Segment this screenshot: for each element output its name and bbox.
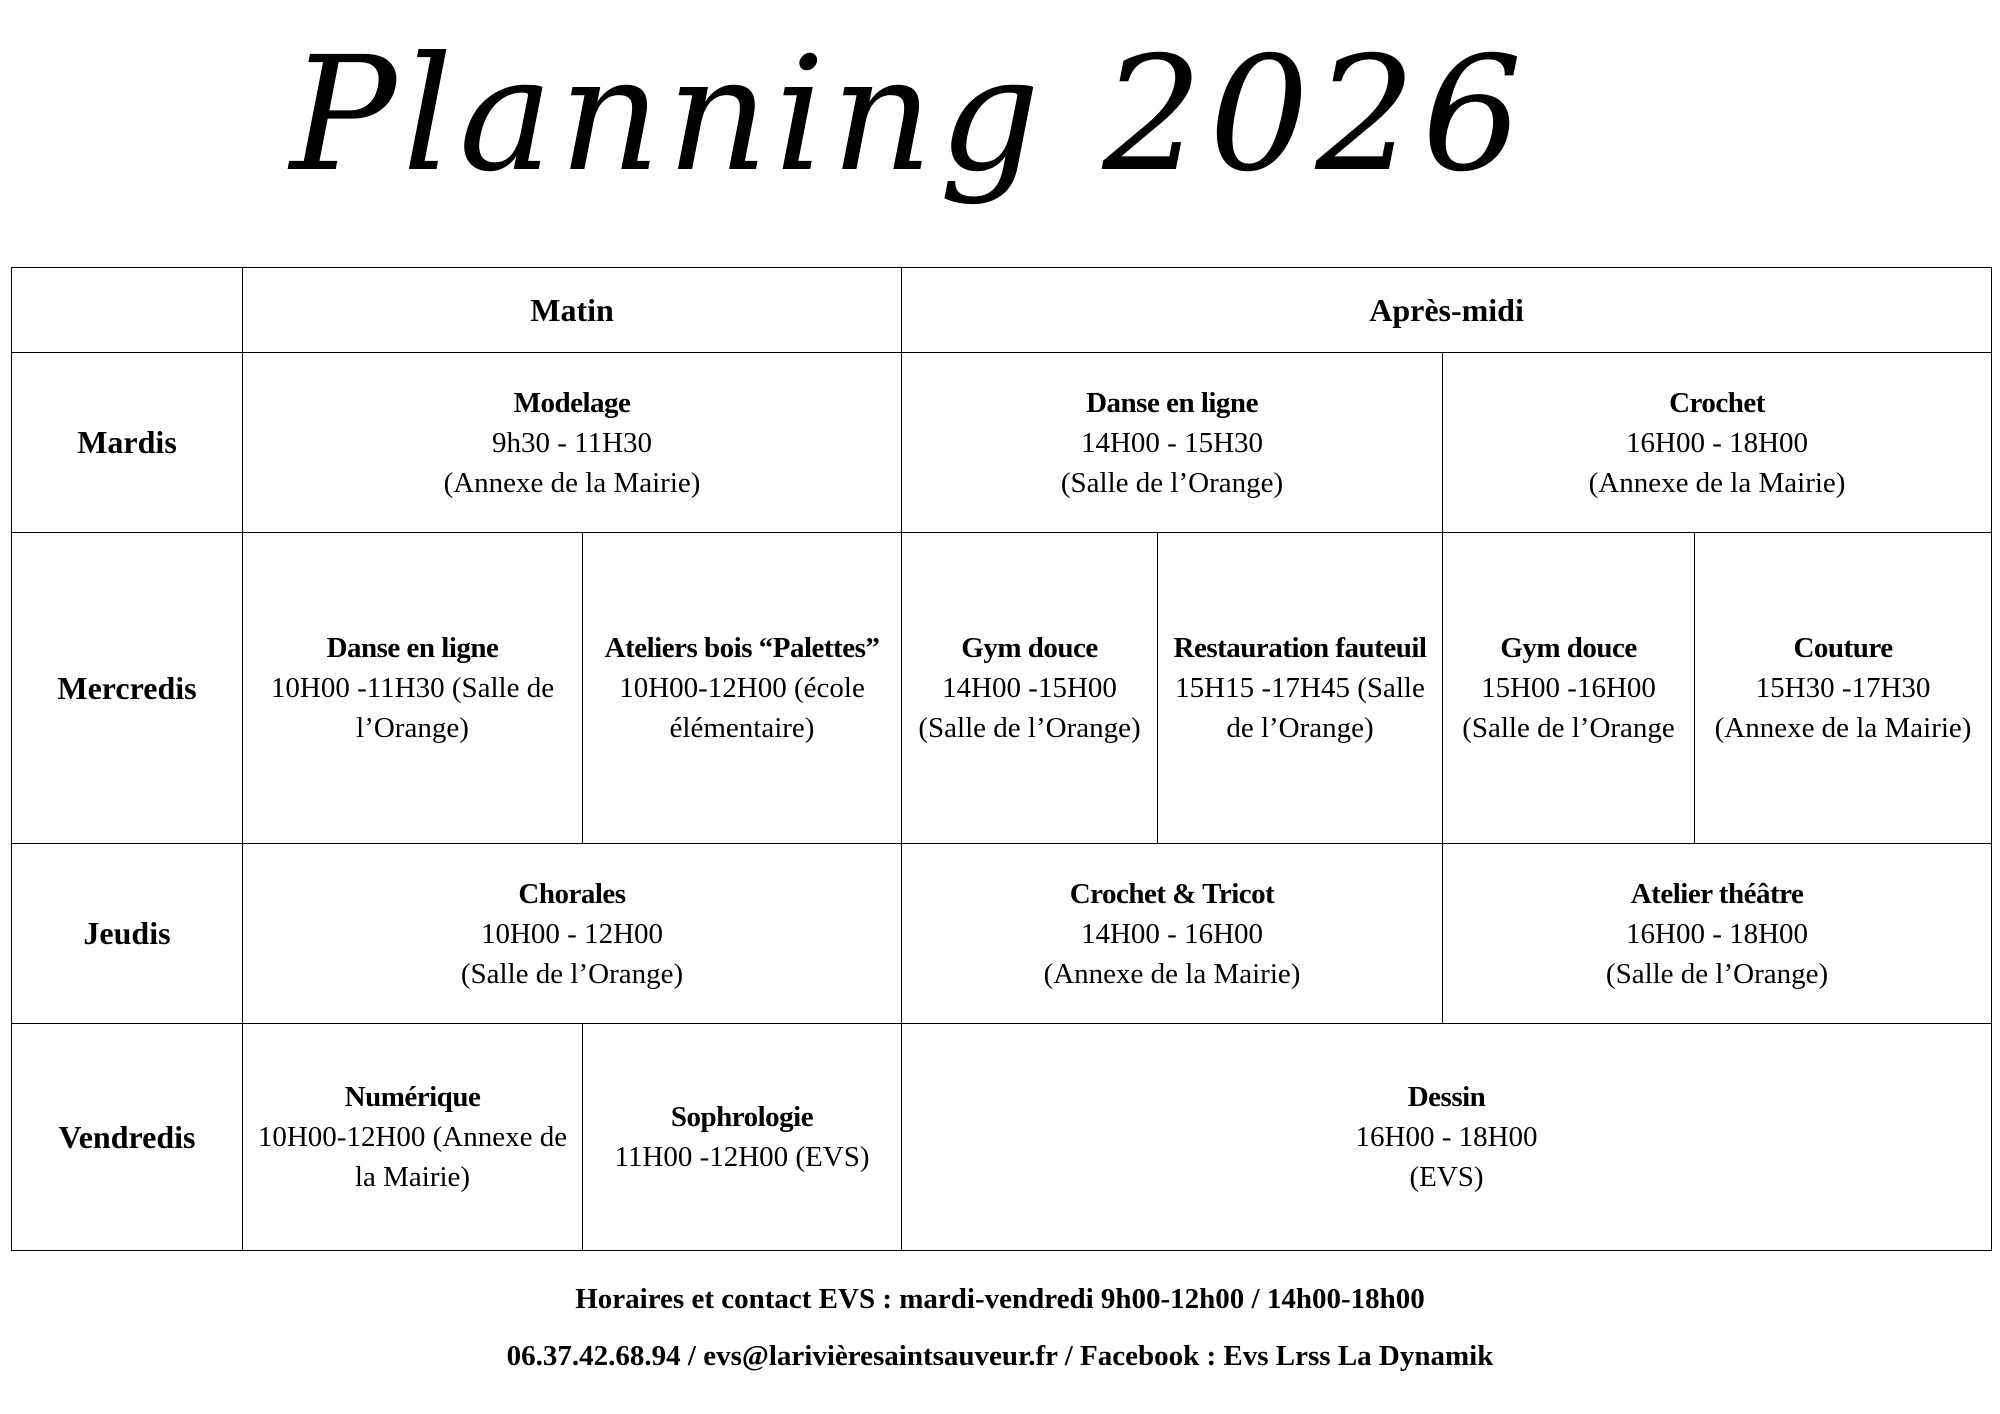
activity-name: Danse en ligne xyxy=(1086,386,1258,419)
day-label-mardis: Mardis xyxy=(12,353,243,533)
footer-contact-text: 06.37.42.68.94 / evs@larivièresaintsauveur.fr / Facebook : Evs Lrss La Dynamik xyxy=(506,1340,1494,1372)
activity-details: 11H00 -12H00 (EVS) xyxy=(614,1141,870,1173)
activity-cell xyxy=(1443,353,1992,533)
page-title: Planning 2026 xyxy=(290,23,1529,207)
activity-cell xyxy=(1443,844,1992,1024)
corner-cell xyxy=(12,268,243,353)
activity-cell xyxy=(243,533,583,844)
activity-location: (Annexe de la Mairie) xyxy=(1588,466,1846,499)
activity-details: 10H00-12H00 (école élémentaire) xyxy=(619,672,865,744)
day-label-mercredis: Mercredis xyxy=(12,533,243,844)
activity-time: 14H00 -15H00 xyxy=(942,672,1117,704)
table-header-row xyxy=(12,268,1992,353)
activity-name: Danse en ligne xyxy=(326,632,499,664)
activity-name: Crochet xyxy=(1669,386,1765,419)
activity-cell xyxy=(243,1024,583,1251)
activity-location: (Salle de l’Orange) xyxy=(1605,957,1829,990)
activity-cell xyxy=(902,533,1158,844)
activity-time: 9h30 - 11H30 xyxy=(491,426,653,459)
activity-time: 15H30 -17H30 xyxy=(1755,672,1931,704)
activity-cell xyxy=(902,353,1443,533)
activity-location: (Salle de l’Orange) xyxy=(460,957,684,990)
table-row-jeudis xyxy=(12,844,1992,1024)
schedule-table xyxy=(11,267,1992,1251)
activity-name: Sophrologie xyxy=(670,1101,814,1133)
activity-location: (Annexe de la Mairie) xyxy=(1043,957,1301,990)
activity-time: 14H00 - 15H30 xyxy=(1080,426,1264,459)
day-label-vendredis: Vendredis xyxy=(12,1024,243,1251)
table-row-mercredis xyxy=(12,533,1992,844)
table-row-mardis xyxy=(12,353,1992,533)
activity-details: 10H00 -11H30 (Salle de l’Orange) xyxy=(270,672,555,744)
activity-name: Ateliers bois “Palettes” xyxy=(604,632,880,664)
header-matin: Matin xyxy=(243,268,902,353)
activity-name: Numérique xyxy=(344,1081,481,1113)
activity-location: (Annexe de la Mairie) xyxy=(1714,712,1972,744)
activity-location: (Annexe de la Mairie) xyxy=(443,466,701,499)
activity-time: 16H00 - 18H00 xyxy=(1355,1121,1538,1153)
activity-name: Gym douce xyxy=(1500,632,1637,664)
table-row-vendredis xyxy=(12,1024,1992,1251)
activity-name: Dessin xyxy=(1407,1081,1486,1113)
activity-location: (Salle de l’Orange xyxy=(1462,712,1675,744)
activity-cell xyxy=(243,353,902,533)
day-label-jeudis: Jeudis xyxy=(12,844,243,1024)
activity-name: Gym douce xyxy=(961,632,1098,664)
activity-location: (Salle de l’Orange) xyxy=(1060,466,1284,499)
activity-cell xyxy=(1158,533,1443,844)
activity-time: 16H00 - 18H00 xyxy=(1626,426,1809,459)
activity-time: 15H00 -16H00 xyxy=(1481,672,1656,704)
activity-name: Modelage xyxy=(513,386,631,419)
activity-name: Restauration fauteuil xyxy=(1173,632,1427,664)
activity-cell xyxy=(583,1024,902,1251)
activity-cell xyxy=(243,844,902,1024)
activity-details: 15H15 -17H45 (Salle de l’Orange) xyxy=(1175,672,1425,744)
activity-time: 14H00 - 16H00 xyxy=(1080,917,1264,950)
activity-cell xyxy=(583,533,902,844)
activity-time: 16H00 - 18H00 xyxy=(1626,917,1809,950)
activity-name: Chorales xyxy=(518,877,626,910)
activity-cell xyxy=(902,844,1443,1024)
activity-name: Crochet & Tricot xyxy=(1069,877,1275,910)
activity-location: (EVS) xyxy=(1409,1161,1484,1193)
activity-details: 10H00-12H00 (Annexe de la Mairie) xyxy=(257,1121,568,1193)
activity-cell xyxy=(902,1024,1992,1251)
activity-time: 10H00 - 12H00 xyxy=(480,917,664,950)
activity-name: Atelier théâtre xyxy=(1630,877,1804,910)
footer-hours-text: Horaires et contact EVS : mardi-vendredi 9h00-12h00 / 14h00-18h00 xyxy=(575,1283,1425,1315)
activity-cell xyxy=(1443,533,1695,844)
activity-cell xyxy=(1695,533,1992,844)
activity-location: (Salle de l’Orange) xyxy=(918,712,1141,744)
header-apres-midi: Après-midi xyxy=(902,268,1992,353)
activity-name: Couture xyxy=(1793,632,1893,664)
